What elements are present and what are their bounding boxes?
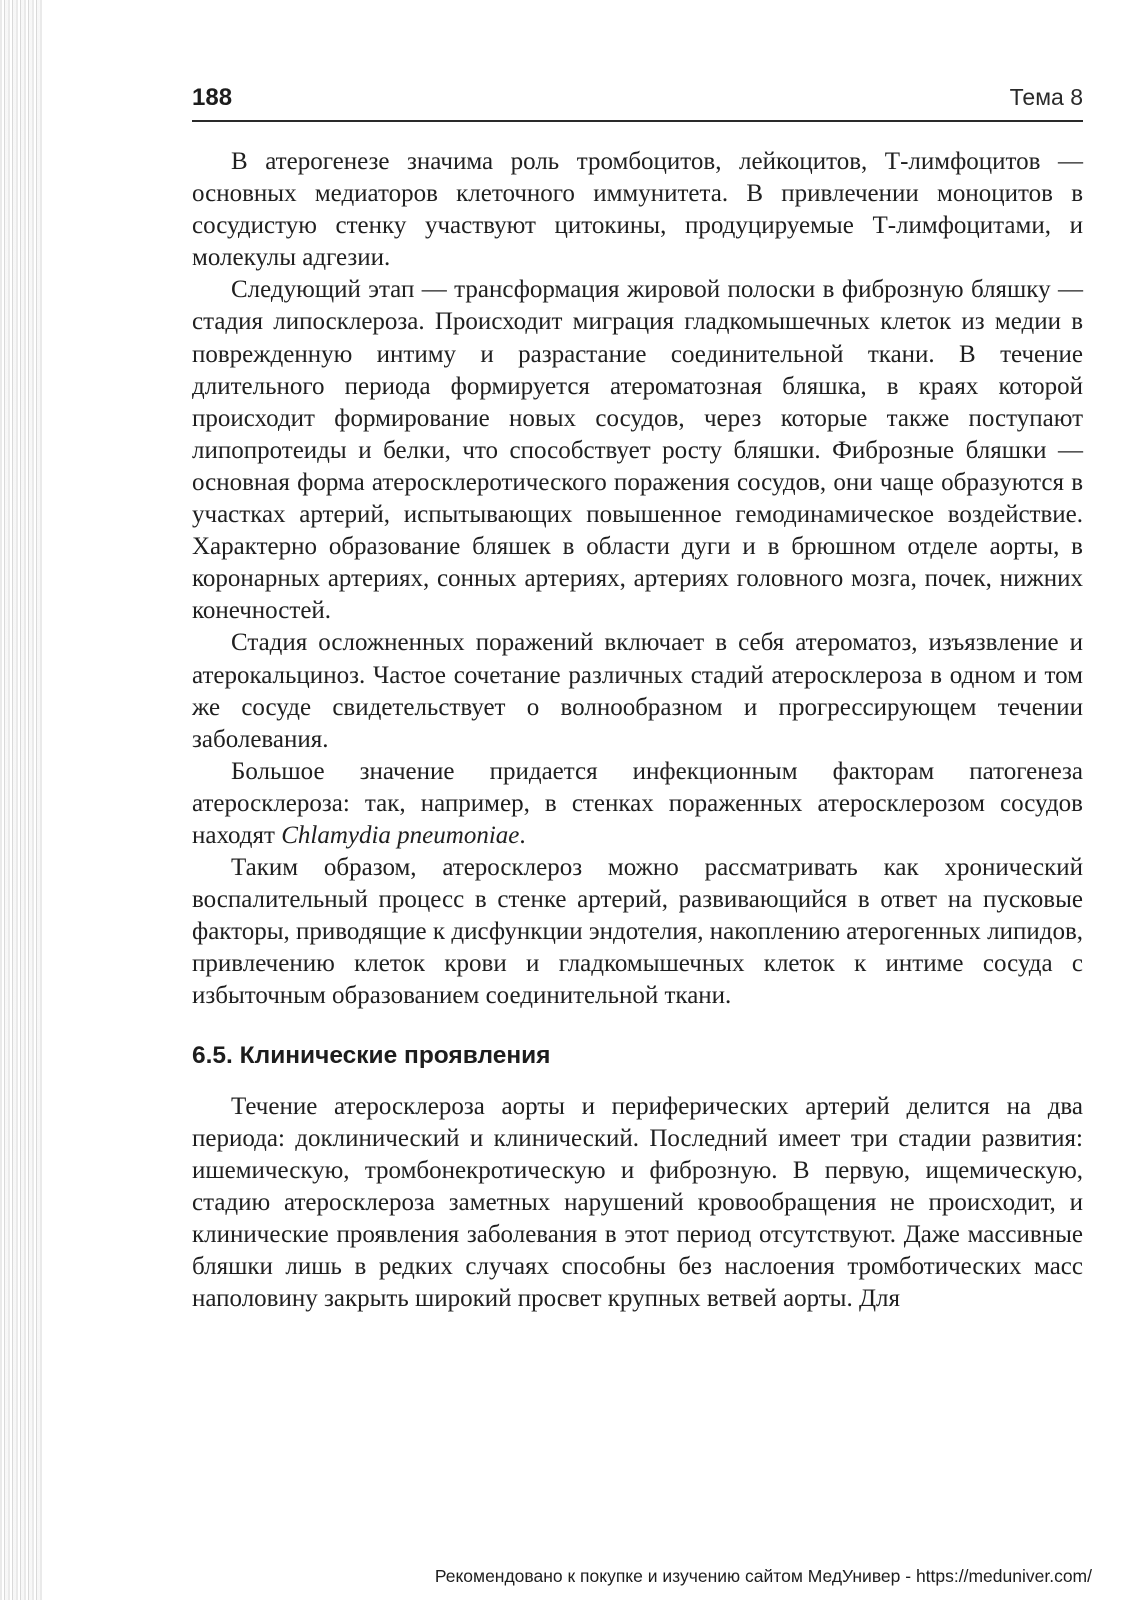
footer-note: Рекомендовано к покупке и изучению сайтом МедУнивер - https://meduniver.com/ xyxy=(434,1566,1092,1586)
main-text xyxy=(192,146,1083,1315)
species-name: Chlamydia pneumoniae xyxy=(281,821,520,849)
body-paragraph: Течение атеросклероза аорты и периферических артерий делится на два периода: доклинический и клинический. Последний имеет три стадии развития: ишемическую, тромбонекротическую и фиброзную. В первую, ищемическую, стадию атеросклероза заметных нарушений кровообращения не происходит, и клинические проявления заболевания в этот период отсутствуют. Даже массивные бляшки лишь в редких случаях способны без наслоения тромботических масс наполовину закрыть широкий просвет крупных ветвей аорты. Для xyxy=(192,1092,1083,1313)
body-paragraph: В атерогенезе значима роль тромбоцитов, лейкоцитов, Т-лимфоцитов — основных медиаторов клеточного иммунитета. В привлечении моноцитов в сосудистую стенку участвуют цитокины, продуцируемые Т-лимфоцитами, и молекулы адгезии. xyxy=(192,148,1083,272)
paragraph-text: . xyxy=(519,821,526,849)
page-header xyxy=(192,84,1083,122)
page-number: 188 xyxy=(192,84,233,111)
paragraph-text: Большое значение придается инфекционным факторам патогенеза атеросклероза: так, например, в стенках пораженных атеросклерозом сосудов находят xyxy=(192,757,1083,849)
section-heading: 6.5. Клинические проявления xyxy=(192,1041,551,1069)
body-paragraph xyxy=(192,756,1083,852)
page-binding-edge xyxy=(0,0,44,1600)
body-paragraph: Следующий этап — трансформация жировой полоски в фиброзную бляшку — стадия липосклероза. Происходит миграция гладкомышечных клеток из медии в поврежденную интиму и разрастание соединительной ткани. В течение длительного периода формируется атероматозная бляшка, в краях которой происходит формирование новых сосудов, через которые также поступают липопротеиды и белки, что способствует росту бляшки. Фиброзные бляшки — основная форма атеросклеротического поражения сосудов, они чаще образуются в участках артерий, испытывающих повышенное гемодинамическое воздействие. Характерно образование бляшек в области дуги и в брюшном отделе аорты, в коронарных артериях, сонных артериях, артериях головного мозга, почек, нижних конечностей. xyxy=(192,276,1083,625)
running-head: Тема 8 xyxy=(1009,84,1083,110)
body-paragraph: Стадия осложненных поражений включает в себя атероматоз, изъязвление и атерокальциноз. Частое сочетание различных стадий атеросклероза в одном и том же сосуде свидетельствует о волнообразном и прогрессирующем течении заболевания. xyxy=(192,629,1083,753)
body-paragraph: Таким образом, атеросклероз можно рассматривать как хронический воспалительный процесс в стенке артерий, развивающийся в ответ на пусковые факторы, приводящие к дисфункции эндотелия, накоплению атерогенных липидов, привлечению клеток крови и гладкомышечных клеток к интиме сосуда с избыточным образованием соединительной ткани. xyxy=(192,854,1083,1010)
